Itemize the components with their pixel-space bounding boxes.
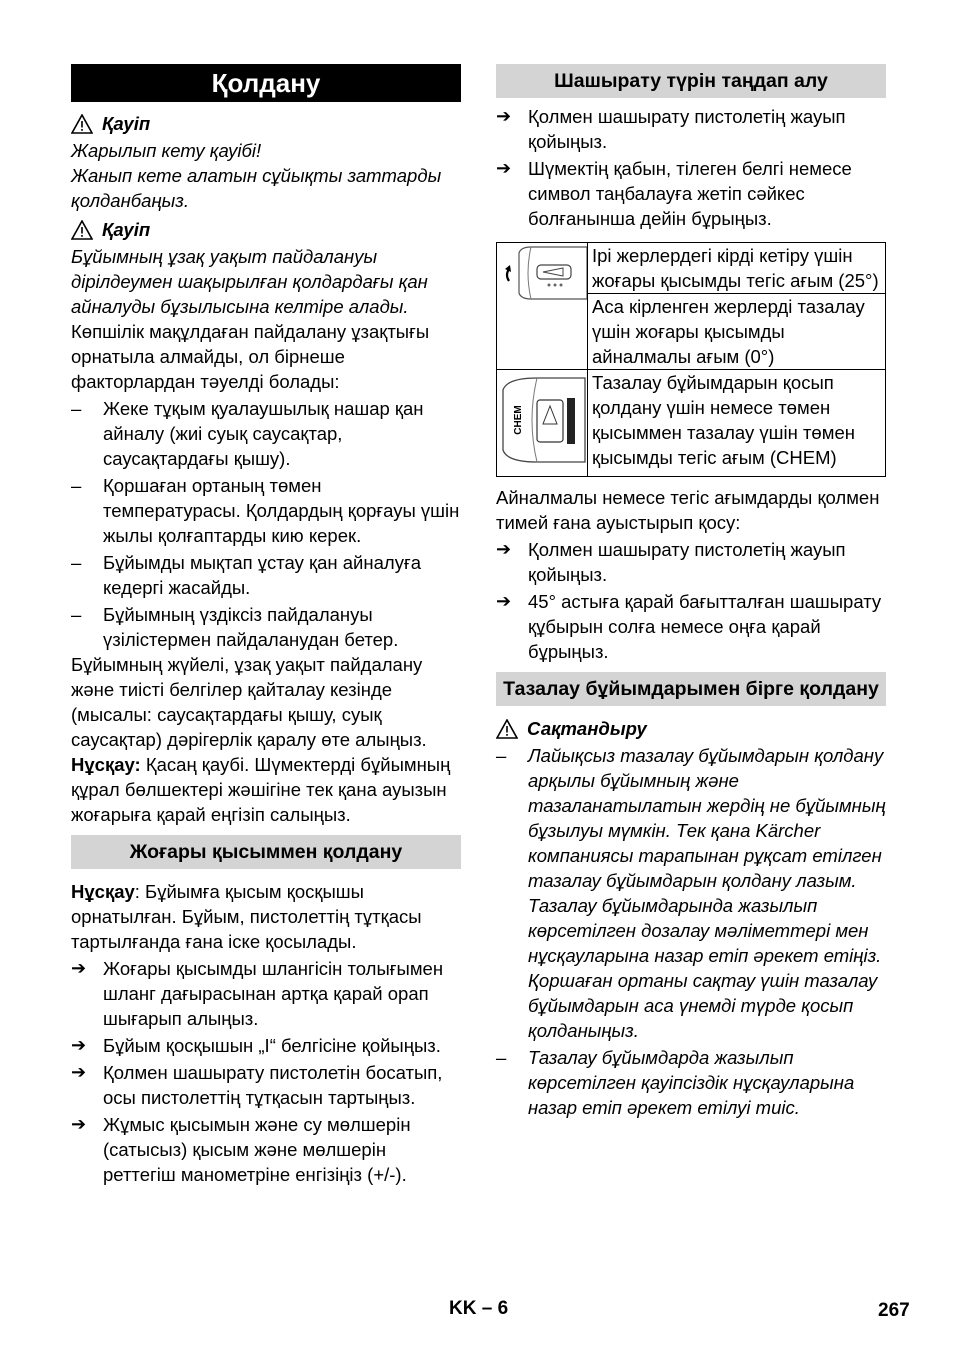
- arrow-right-icon: ➔: [71, 1114, 87, 1134]
- subsection-heading: Жоғары қысыммен қолдану: [71, 835, 461, 869]
- dash-marker: –: [496, 745, 507, 766]
- step-text: Жұмыс қысымын және су мөлшерін (сатысыз) қысым және мөлшерін реттегіш манометріне енгізіңіз (+/-).: [103, 1114, 411, 1185]
- step-text: Қолмен шашырату пистолетің жауып қойыңыз.: [528, 106, 846, 152]
- table-row: [497, 370, 886, 477]
- list-item: [71, 550, 461, 600]
- list-item-text: Тазалау бұйымдарда жазылып көрсетілген қауіпсіздік нұсқауларына назар етіп әрекет етілуі тиіс.: [528, 1047, 855, 1118]
- body-paragraph: Көпшілік мақұлдаған пайдалану ұзақтығы орнатыла алмайды, ол бірнеше факторлардан тәуелді болады:: [71, 321, 430, 392]
- warning-icon: [71, 114, 93, 134]
- danger-heading: [71, 217, 461, 242]
- arrow-right-icon: ➔: [496, 539, 512, 559]
- nozzle-image-cell: [497, 243, 588, 370]
- table-cell: Ірі жерлердегі кірді кетіру үшін жоғары қысымды тегіс ағым (25°): [588, 243, 886, 294]
- footer-section-label: KK – 6: [449, 1298, 509, 1319]
- table-cell: Тазалау бұйымдарын қосып қолдану үшін немесе төмен қысыммен тазалау үшін төмен қысымды тегіс ағым (CHEM): [588, 370, 886, 477]
- step-text: 45° астыға қарай бағытталған шашырату құбырын солға немесе оңға қарай бұрыңыз.: [528, 591, 882, 662]
- spray-type-table: [496, 242, 886, 477]
- table-row: [497, 243, 886, 294]
- page-number: 267: [878, 1300, 910, 1321]
- subsection-heading: Тазалау бұйымдарымен бірге қолдану: [496, 672, 886, 706]
- step-item: [496, 104, 886, 154]
- step-item: [71, 956, 461, 1031]
- caution-heading: [496, 716, 886, 741]
- list-item: [71, 396, 461, 471]
- step-item: [71, 1112, 461, 1187]
- note-text: Қасаң қаубі. Шүмектерді бұйымның құрал бөлшектері жәшігіне тек қана ауызын жоғарыға қарай еңгізіп салыңыз.: [71, 754, 451, 825]
- dash-marker: –: [496, 1047, 507, 1068]
- danger-label: Қауіп: [102, 113, 151, 134]
- arrow-right-icon: ➔: [496, 591, 512, 611]
- danger-heading: [71, 111, 461, 136]
- warning-icon: [496, 719, 518, 739]
- section-title: Қолдану: [71, 64, 461, 102]
- list-item: [496, 743, 886, 1043]
- list-item: [71, 602, 461, 652]
- danger-text: Жанып кете алатын сұйықты заттарды қолданбаңыз.: [71, 165, 442, 211]
- step-item: [496, 156, 886, 231]
- danger-text: Жарылып кету қауібі!: [71, 140, 262, 161]
- note-label: Нұсқау:: [71, 754, 141, 775]
- list-item-text: Қоршаған ортаның төмен температурасы. Қолдардың қорғауы үшін жылы қолғаптарды кию керек.: [103, 475, 460, 546]
- dash-marker: –: [71, 604, 82, 625]
- list-item-text: Жеке тұқым қуалаушылық нашар қан айналу (жиі суық саусақтар, саусақтардағы қышу).: [103, 398, 424, 469]
- left-column: [71, 64, 461, 1187]
- step-text: Бұйым қосқышын „I“ белгісіне қойыңыз.: [103, 1035, 441, 1056]
- step-text: Шүмектің қабын, тілеген белгі немесе символ таңбалауға жетіп сәйкес болғанынша дейін бұрыңыз.: [528, 158, 852, 229]
- step-item: [496, 589, 886, 664]
- step-item: [71, 1060, 461, 1110]
- arrow-right-icon: ➔: [71, 1062, 87, 1082]
- right-column: [496, 64, 886, 1120]
- note-label: Нұсқау: [71, 881, 135, 902]
- nozzle-rotate-icon: [497, 243, 587, 303]
- step-item: [71, 1033, 461, 1058]
- caution-label: Сақтандыру: [527, 718, 647, 739]
- step-text: Жоғары қысымды шлангісін толығымен шланг дағырасынан артқа қарай орап шығарып алыңыз.: [103, 958, 444, 1029]
- arrow-right-icon: ➔: [496, 158, 512, 178]
- step-text: Қолмен шашырату пистолетін босатып, осы пистолеттің тұтқасын тартыңыз.: [103, 1062, 443, 1108]
- dash-marker: –: [71, 552, 82, 573]
- note-text: : Бұйымға қысым қосқышы орнатылған. Бұйым, пистолеттің тұтқасы тартылғанда ғана іске қосылады.: [71, 881, 422, 952]
- step-text: Қолмен шашырату пистолетің жауып қойыңыз.: [528, 539, 846, 585]
- nozzle-image-cell: [497, 370, 588, 477]
- dash-marker: –: [71, 475, 82, 496]
- dash-marker: –: [71, 398, 82, 419]
- note-paragraph: [71, 879, 461, 954]
- list-item: [496, 1045, 886, 1120]
- list-item: [71, 473, 461, 548]
- body-paragraph: Бұйымның жүйелі, ұзақ уақыт пайдалану және тиісті белгілер қайталау кезінде (мысалы: саусақтардағы қышу, суық саусақтар) дәрігерлік қаралу өте алыңыз.: [71, 654, 427, 750]
- chem-label: CHEM: [513, 405, 524, 435]
- arrow-right-icon: ➔: [71, 958, 87, 978]
- body-paragraph: Айналмалы немесе тегіс ағымдарды қолмен тимей ғана ауыстырып қосу:: [496, 487, 880, 533]
- list-item-text: Бұйымның үздіксіз пайдалануы үзілістермен пайдаланудан бетер.: [103, 604, 399, 650]
- danger-text: Бұйымның ұзақ уақыт пайдалануы дірілдеумен шақырылған қолдардағы қан айналуды бұзылысына келтіре алады.: [71, 246, 428, 317]
- list-item-text: Бұйымды мықтап ұстау қан айналуға кедергі жасайды.: [103, 552, 421, 598]
- danger-label: Қауіп: [102, 219, 151, 240]
- table-cell: Аса кірленген жерлерді тазалау үшін жоғары қысымды айналмалы ағым (0°): [588, 294, 886, 370]
- subsection-heading: Шашырату түрін таңдап алу: [496, 64, 886, 98]
- step-item: [496, 537, 886, 587]
- note-paragraph: [71, 752, 461, 827]
- arrow-right-icon: ➔: [496, 106, 512, 126]
- warning-icon: [71, 220, 93, 240]
- arrow-right-icon: ➔: [71, 1035, 87, 1055]
- nozzle-chem-icon: [497, 370, 587, 470]
- list-item-text: Лайықсыз тазалау бұйымдарын қолдану арқылы бұйымның және тазаланатылатын жердің не бұйымның бұзылуы мүмкін. Тек қана Kärcher компаниясы тарапынан рұқсат етілген тазалау бұйымдарын қолдану лазым. Тазалау бұйымдарында жазылып көрсетілген дозалау мәліметтері мен нұсқауларына назар етіп әрекет етіңіз. Қоршаған ортаны сақтау үшін тазалау бұйымдарын аса үнемді түрде қосып қолданыңыз.: [528, 745, 886, 1041]
